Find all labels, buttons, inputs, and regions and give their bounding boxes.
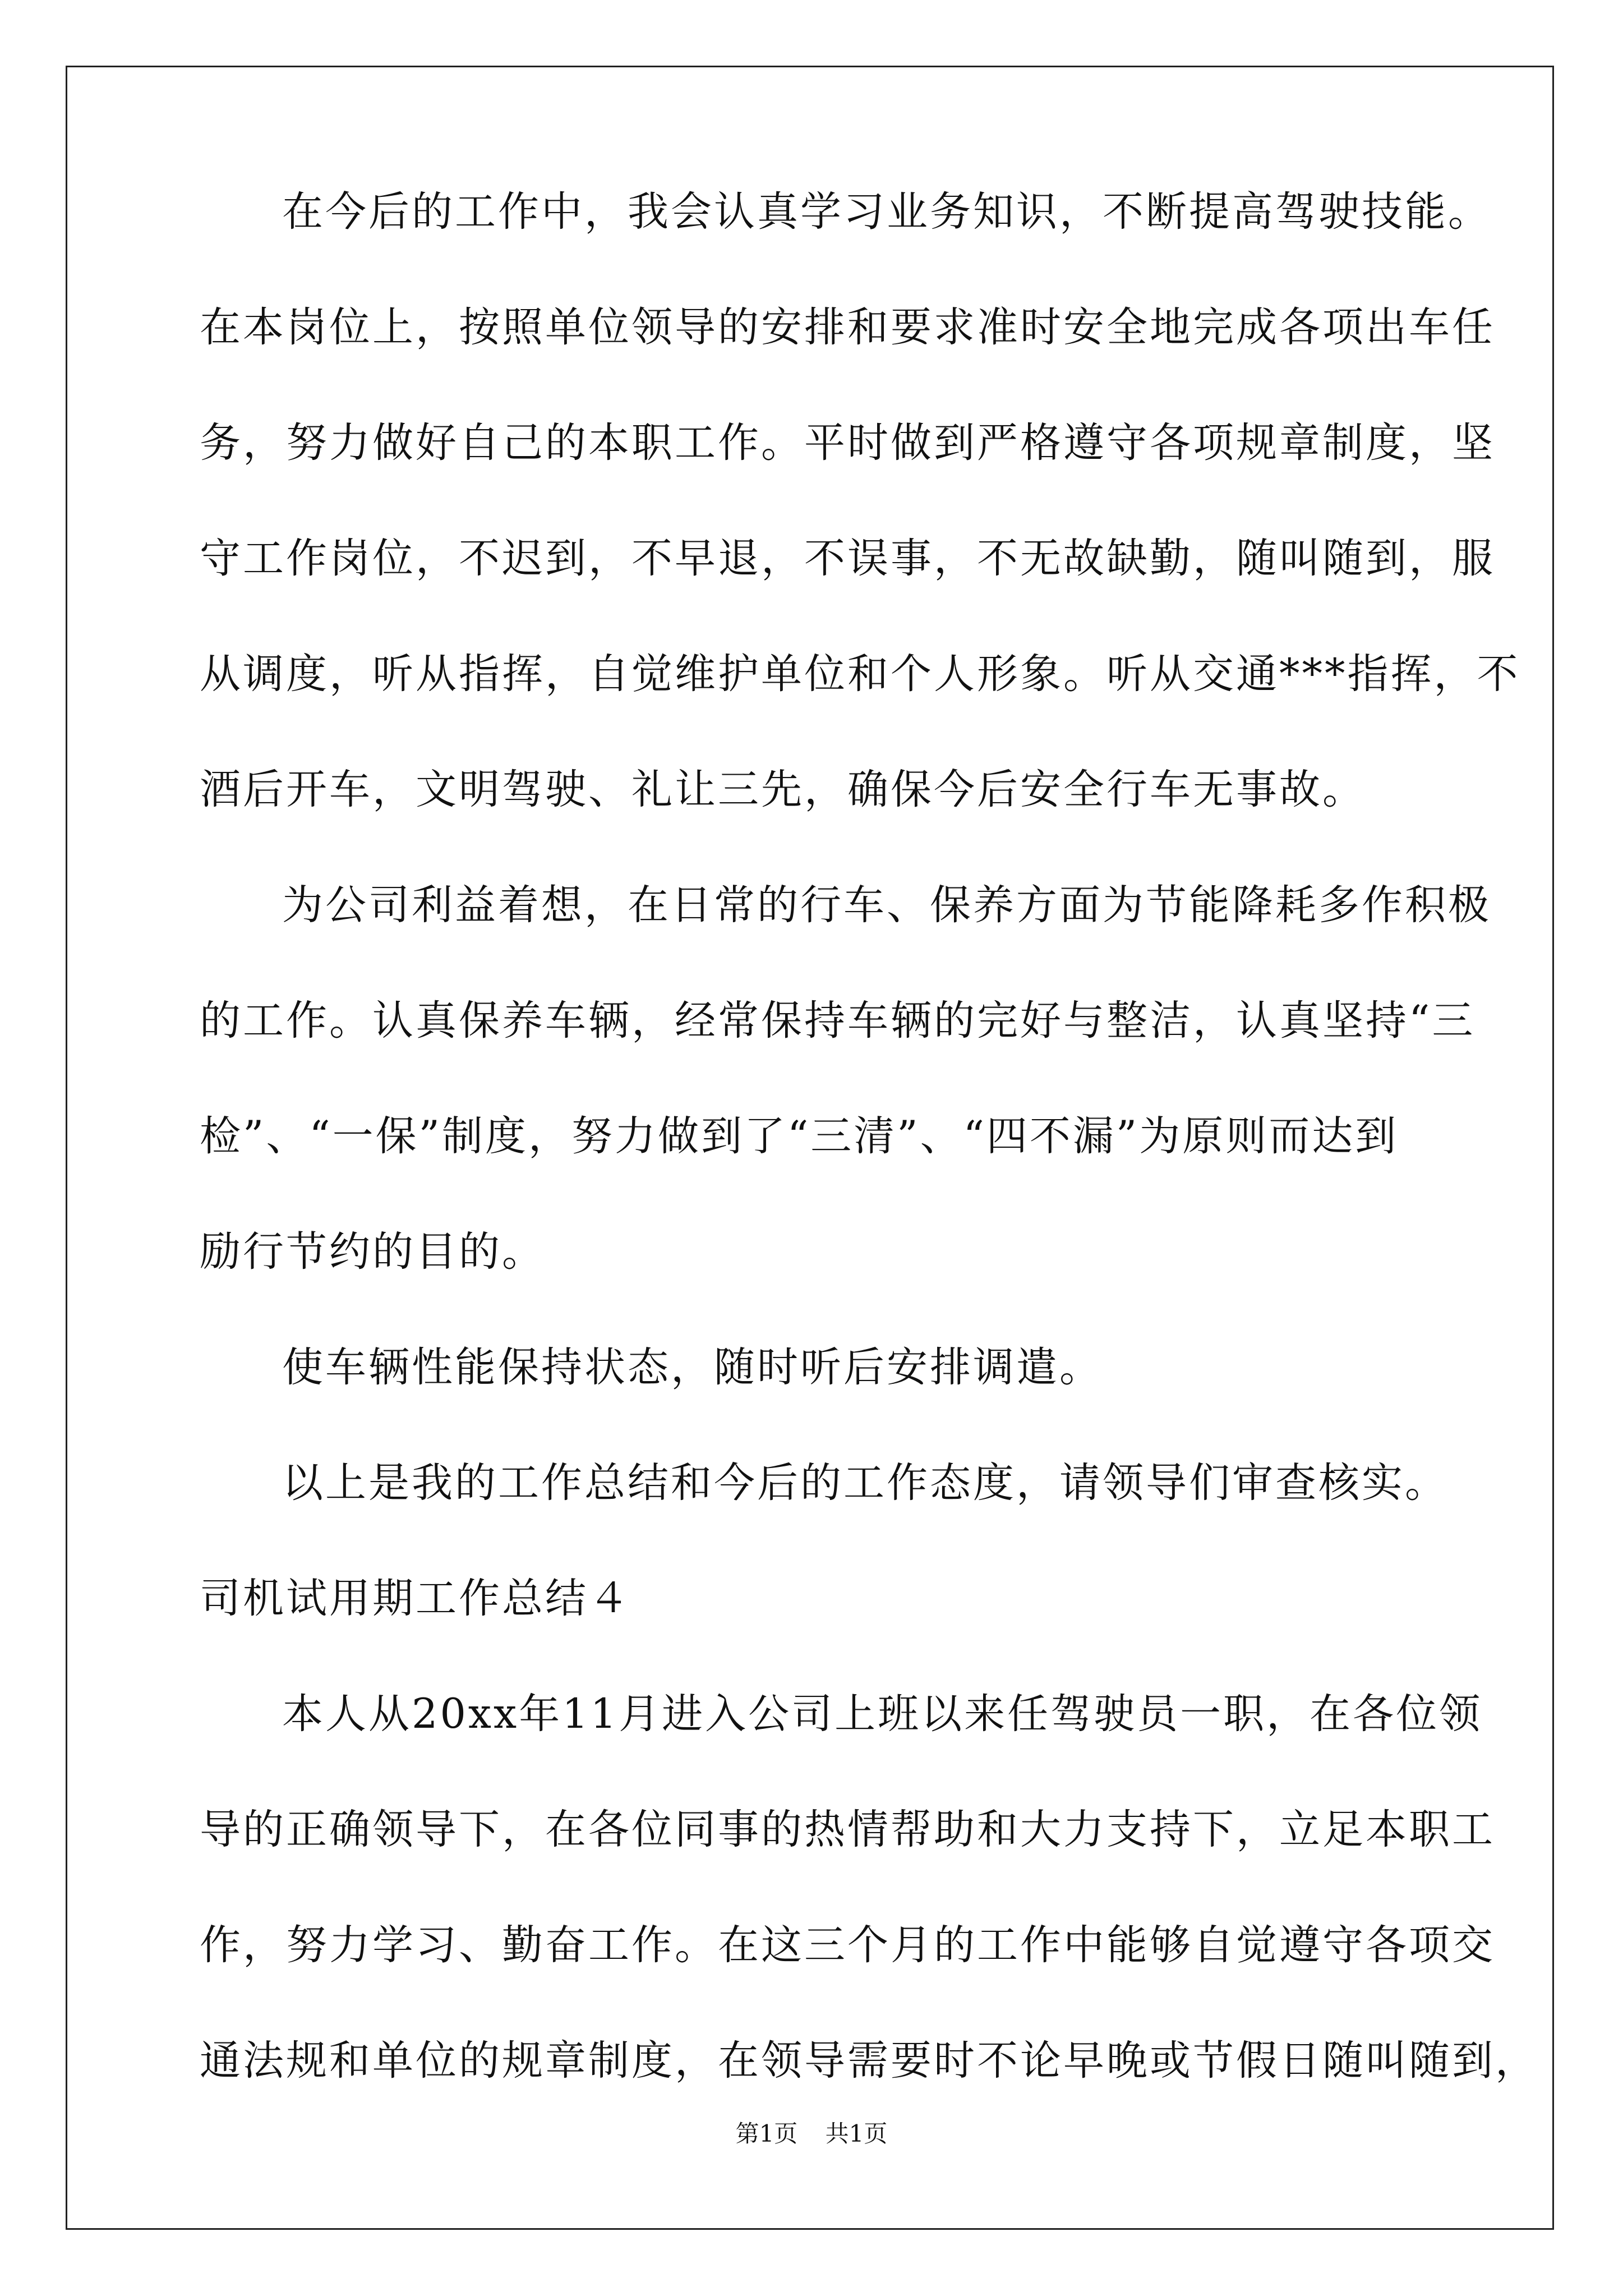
paragraph-line: 为公司利益着想，在日常的行车、保养方面为节能降耗多作积极 [282,881,1491,929]
paragraph-line: 守工作岗位，不迟到，不早退，不误事，不无故缺勤，随叫随到，服 [200,535,1495,582]
paragraph-line: 在本岗位上，按照单位领导的安排和要求准时安全地完成各项出车任 [200,303,1495,351]
paragraph-line: 作，努力学习、勤奋工作。在这三个月的工作中能够自觉遵守各项交 [200,1921,1495,1969]
paragraph-line: 的工作。认真保养车辆，经常保持车辆的完好与整洁，认真坚持“三 [200,997,1476,1045]
paragraph-line: 从调度，听从指挥，自觉维护单位和个人形象。听从交通***指挥，不 [200,650,1520,698]
page-number: 第1页 [735,2120,798,2147]
paragraph-line: 导的正确领导下，在各位同事的热情帮助和大力支持下，立足本职工 [200,1806,1495,1853]
paragraph-line: 使车辆性能保持状态，随时听后安排调遣。 [282,1343,1103,1391]
paragraph-line: 励行节约的目的。 [200,1228,545,1276]
paragraph-line: 本人从20xx年11月进入公司上班以来任驾驶员一职，在各位领 [282,1690,1483,1738]
paragraph-line: 酒后开车，文明驾驶、礼让三先，确保今后安全行车无事故。 [200,766,1366,813]
page-footer [0,2117,1623,2151]
paragraph-line: 在今后的工作中，我会认真学习业务知识，不断提高驾驶技能。 [282,188,1491,236]
page-total: 共1页 [825,2120,888,2147]
paragraph-line: 以上是我的工作总结和今后的工作态度，请领导们审查核实。 [282,1459,1448,1507]
section-heading: 司机试用期工作总结４ [200,1575,631,1622]
paragraph-line: 务，努力做好自己的本职工作。平时做到严格遵守各项规章制度，坚 [200,419,1495,467]
paragraph-line: 通法规和单位的规章制度，在领导需要时不论早晚或节假日随叫随到， [200,2037,1538,2085]
paragraph-line: 检”、“一保”制度，努力做到了“三清”、“四不漏”为原则而达到 [200,1112,1399,1160]
